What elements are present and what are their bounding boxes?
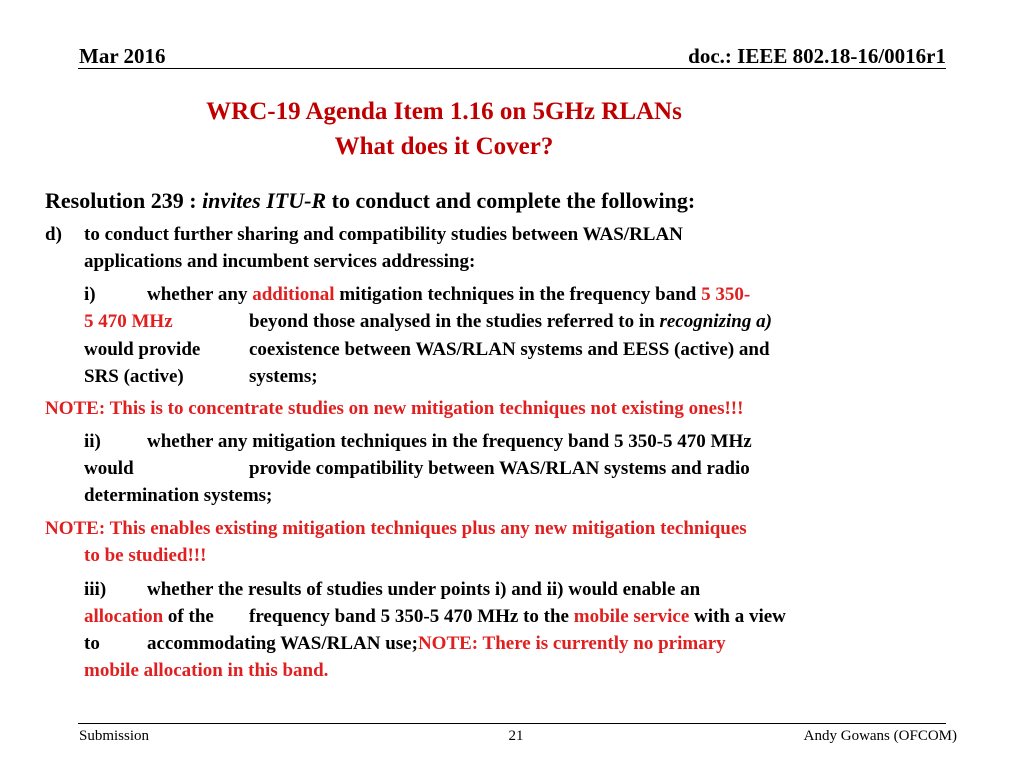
item-d-marker: d) bbox=[45, 224, 62, 245]
item-ii-marker: ii) bbox=[84, 431, 101, 452]
resolution-suffix: to conduct and complete the following: bbox=[326, 188, 696, 213]
item-i-l3-col2: coexistence between WAS/RLAN systems and EESS (active) and bbox=[249, 339, 770, 360]
resolution-invites: invites ITU-R bbox=[202, 188, 327, 213]
item-iii-line3 bbox=[147, 633, 726, 655]
note-2-line2: to be studied!!! bbox=[84, 545, 207, 566]
resolution-prefix: Resolution 239 : bbox=[45, 188, 203, 213]
item-iii-l2-band: frequency band 5 350-5 470 MHz to the bbox=[249, 606, 574, 627]
item-i-marker: i) bbox=[84, 284, 96, 305]
item-iii-l3-col1: to bbox=[84, 633, 100, 654]
item-iii-l2-view: with a view bbox=[689, 606, 786, 627]
item-iii-l2-mobile-service: mobile service bbox=[573, 606, 690, 627]
item-iii-line1: whether the results of studies under points i) and ii) would enable an bbox=[147, 579, 701, 600]
item-iii-l2-col2 bbox=[249, 606, 786, 628]
item-iii-line4: mobile allocation in this band. bbox=[84, 660, 329, 681]
item-i-l2-band-end: 5 470 MHz bbox=[84, 311, 173, 332]
item-i-l4-col2: systems; bbox=[249, 366, 318, 387]
item-i-l4-col1: SRS (active) bbox=[84, 366, 184, 387]
item-i-line1 bbox=[147, 284, 750, 306]
note-2-line1: NOTE: This enables existing mitigation techniques plus any new mitigation techniques bbox=[45, 518, 747, 539]
item-iii-l3-text: accommodating WAS/RLAN use; bbox=[147, 633, 418, 654]
item-i-l2-recognizing: recognizing a) bbox=[659, 311, 772, 332]
item-i-l3-col1: would provide bbox=[84, 339, 201, 360]
item-iii-l3-note: NOTE: There is currently no primary bbox=[417, 633, 726, 654]
item-iii-l2-of-the: of the bbox=[163, 606, 214, 627]
header-doc-id: doc.: IEEE 802.18-16/0016r1 bbox=[688, 44, 946, 68]
item-i-l1-a: whether any bbox=[147, 284, 253, 305]
footer-author: Andy Gowans (OFCOM) bbox=[803, 728, 957, 744]
item-ii-line1: whether any mitigation techniques in the frequency band 5 350-5 470 MHz bbox=[147, 431, 752, 452]
item-ii-l2-col2: provide compatibility between WAS/RLAN systems and radio bbox=[249, 458, 750, 479]
note-1: NOTE: This is to concentrate studies on new mitigation techniques not existing ones!!! bbox=[45, 398, 744, 419]
item-d-line1: to conduct further sharing and compatibility studies between WAS/RLAN bbox=[84, 224, 683, 245]
item-iii-marker: iii) bbox=[84, 579, 107, 600]
item-i-l1-band-start: 5 350- bbox=[701, 284, 751, 305]
item-i-l1-additional: additional bbox=[252, 284, 335, 305]
footer-page-number: 21 bbox=[508, 728, 524, 744]
header-rule bbox=[78, 68, 946, 69]
footer-rule bbox=[78, 723, 946, 724]
slide-title-line1: WRC-19 Agenda Item 1.16 on 5GHz RLANs bbox=[206, 98, 682, 125]
slide-title-line2: What does it Cover? bbox=[334, 133, 554, 160]
item-i-line2 bbox=[249, 311, 772, 333]
item-d-line2: applications and incumbent services addressing: bbox=[84, 251, 476, 272]
footer-submission: Submission bbox=[79, 728, 150, 744]
item-ii-line3: determination systems; bbox=[84, 485, 273, 506]
header-date: Mar 2016 bbox=[79, 44, 166, 68]
item-i-l2-text: beyond those analysed in the studies referred to in bbox=[249, 311, 660, 332]
item-iii-l2-allocation: allocation bbox=[84, 606, 164, 627]
item-iii-l2-col1 bbox=[84, 606, 214, 628]
item-i-l1-b: mitigation techniques in the frequency band bbox=[334, 284, 702, 305]
item-ii-l2-col1: would bbox=[84, 458, 134, 479]
resolution-line bbox=[45, 188, 695, 214]
